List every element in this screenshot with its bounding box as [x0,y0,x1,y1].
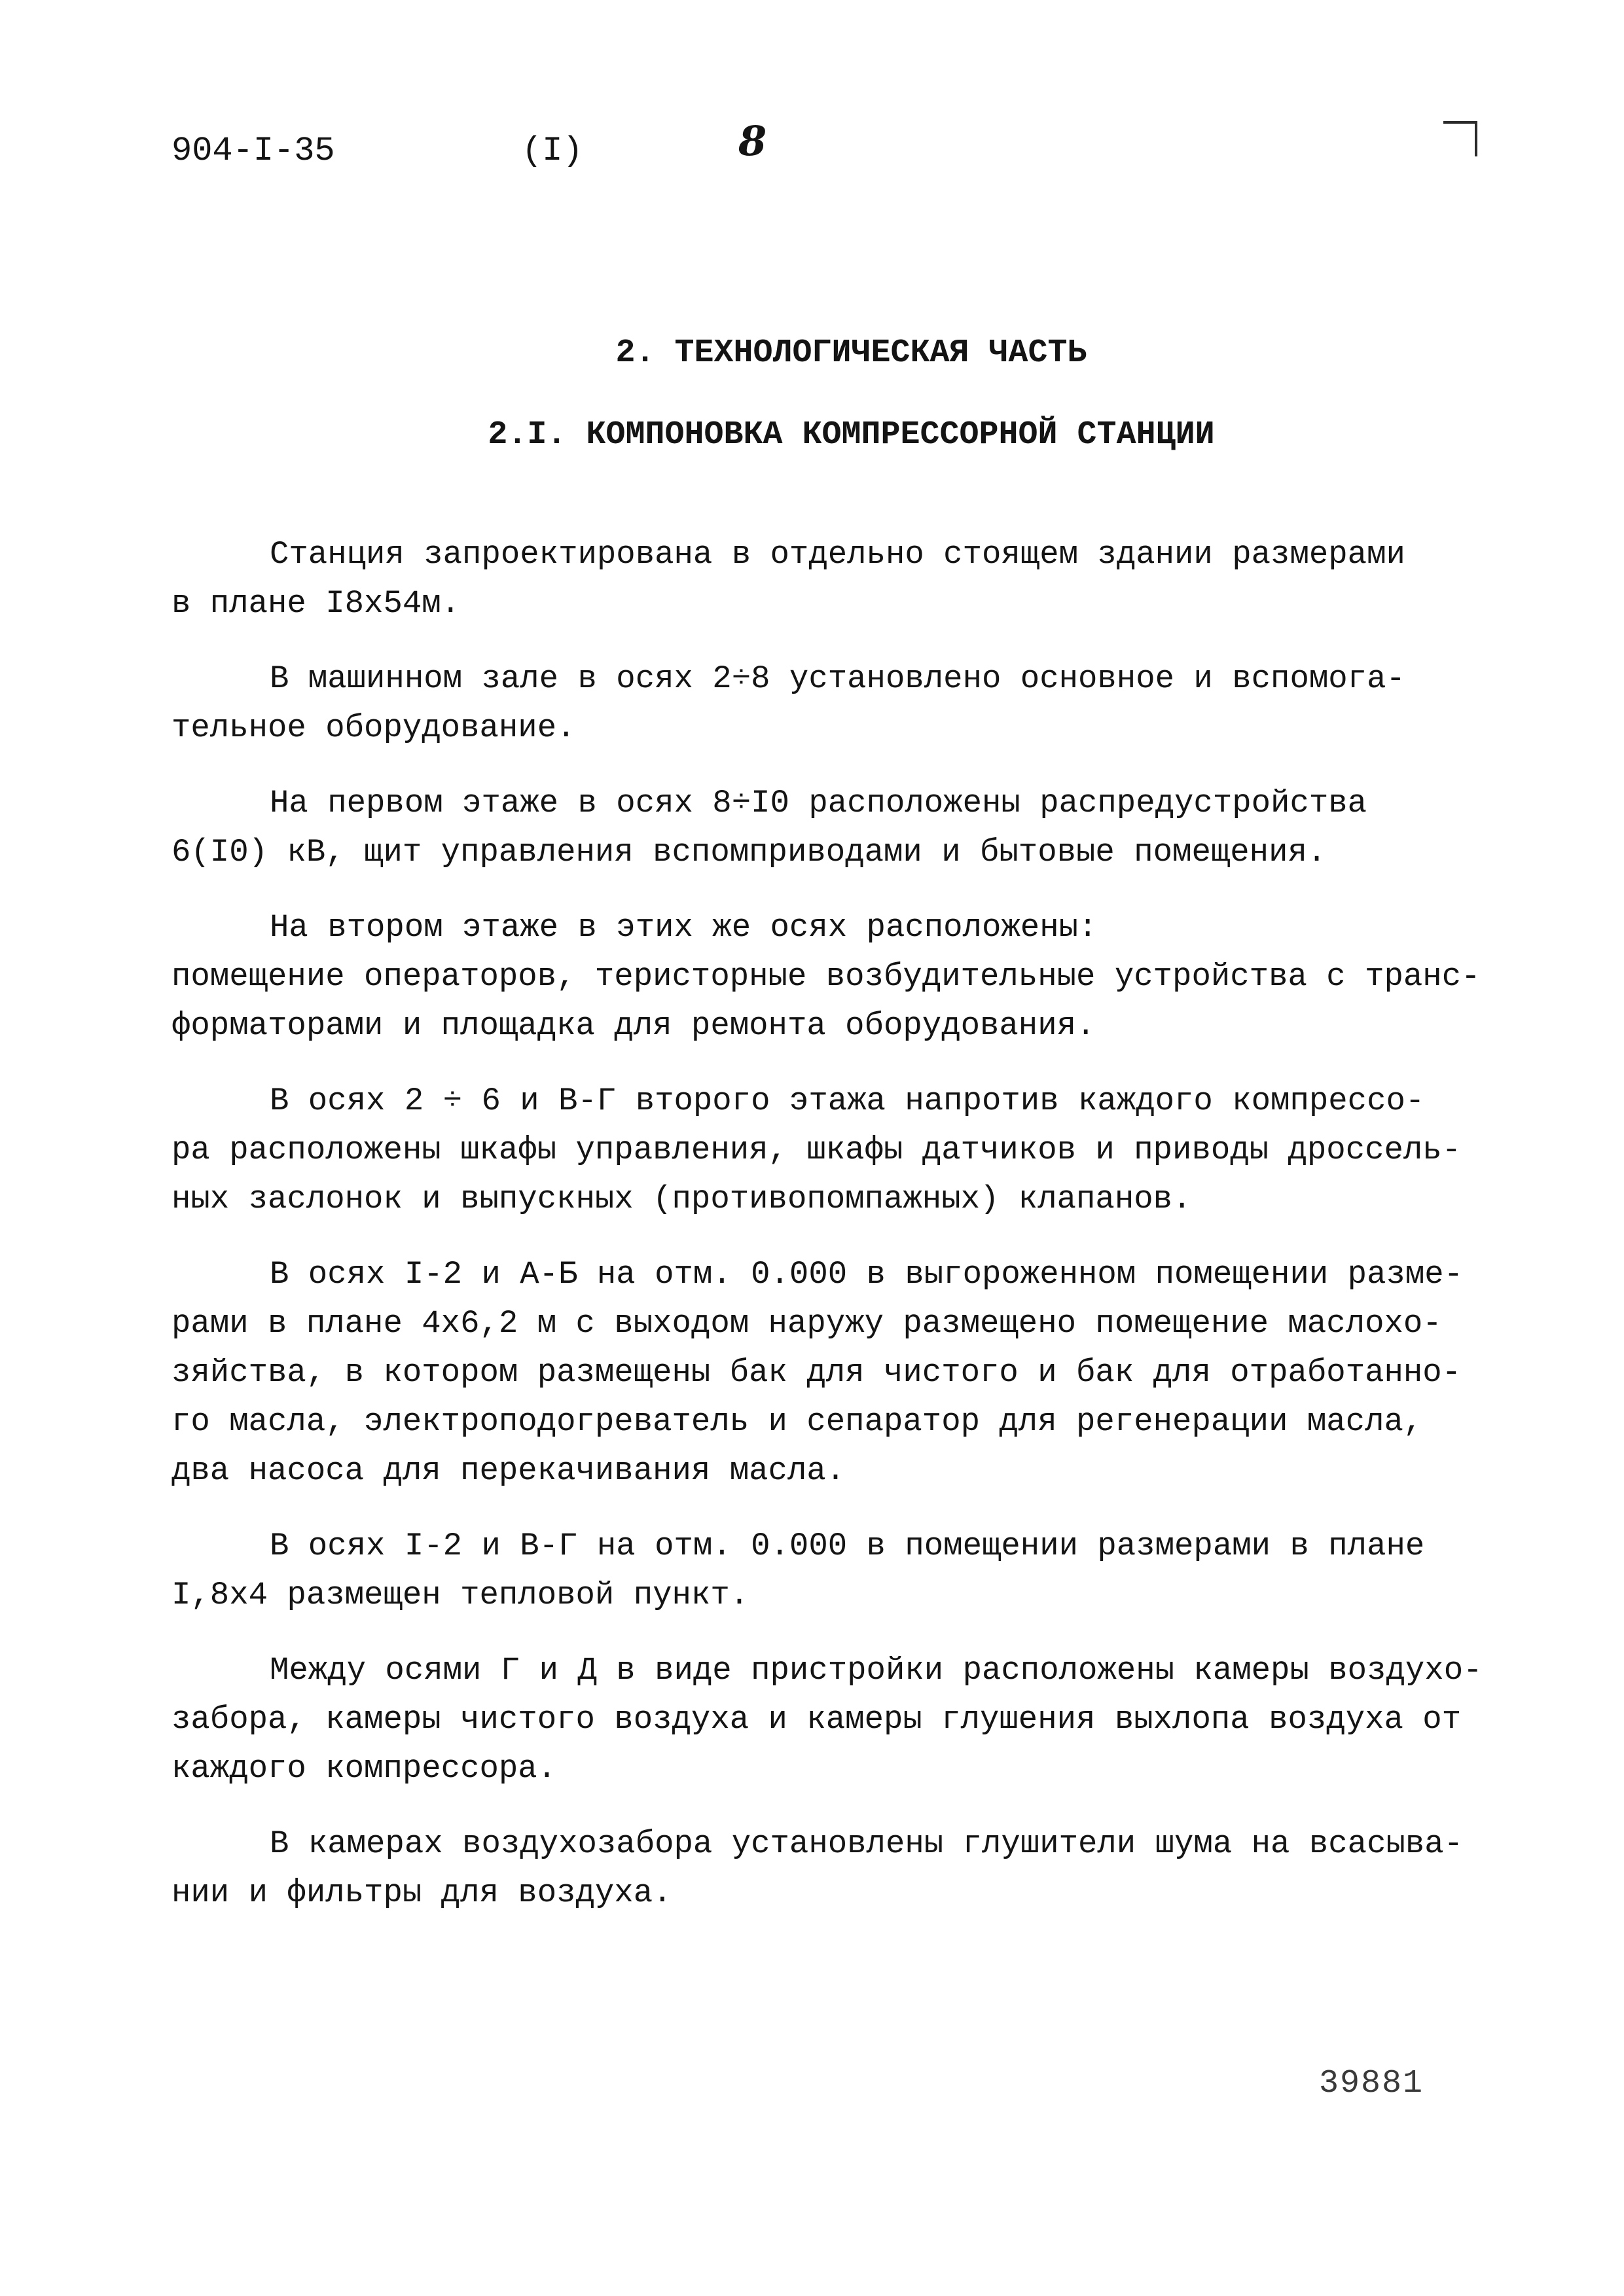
paragraph-line: помещение операторов, теристорные возбудительные устройства с транс- [171,958,1481,995]
paragraph-line: В осях I-2 и А-Б на отм. 0.000 в выгороженном помещении разме- [270,1256,1464,1293]
paragraph-line: В камерах воздухозабора установлены глушители шума на всасыва- [270,1825,1464,1862]
paragraph-line: го масла, электроподогреватель и сепаратор для регенерации масла, [171,1403,1423,1440]
paragraph [171,1250,1487,1496]
paragraph-line: I,8x4 размещен тепловой пункт. [171,1577,749,1613]
paragraph-line: рами в плане 4x6,2 м с выходом наружу размещено помещение маслохо- [171,1305,1442,1342]
paragraph-line: На первом этаже в осях 8÷I0 расположены распредустройства [270,785,1367,821]
paragraph-line: каждого компрессора. [171,1750,557,1787]
paragraph-line: в плане I8x54м. [171,585,461,622]
paragraph [171,655,1487,753]
paragraph-line: зяйства, в котором размещены бак для чистого и бак для отработанно- [171,1354,1462,1391]
paragraph [171,530,1487,628]
paragraph-line: забора, камеры чистого воздуха и камеры глушения выхлопа воздуха от [171,1701,1462,1738]
page-number: 8 [738,117,767,165]
paragraph-line: тельное оборудование. [171,709,576,746]
paragraph [171,1820,1487,1918]
section-title: 2. ТЕХНОЛОГИЧЕСКАЯ ЧАСТЬ [615,334,1087,372]
paragraph [171,903,1487,1050]
paragraph [171,779,1487,877]
paragraph-line: Между осями Г и Д в виде пристройки расположены камеры воздухо- [270,1652,1483,1689]
archive-number: 39881 [1319,2065,1424,2102]
paragraph [171,1522,1487,1620]
paragraph-line: Станция запроектирована в отдельно стоящем здании размерами [270,536,1405,573]
paragraph-line: 6(I0) кВ, щит управления вспомприводами и бытовые помещения. [171,834,1327,870]
paragraph-line: В машинном зале в осях 2÷8 установлено основное и вспомога- [270,660,1405,697]
paragraph [171,1077,1487,1224]
paragraph [171,1646,1487,1793]
document-part: (I) [522,132,583,170]
paragraph-line: В осях I-2 и В-Г на отм. 0.000 в помещении размерами в плане [270,1528,1425,1564]
body-text [171,530,1487,1944]
paragraph-line: ных заслонок и выпускных (противопомпажных) клапанов. [171,1181,1192,1217]
subsection-title: 2.I. КОМПОНОВКА КОМПРЕССОРНОЙ СТАНЦИИ [488,416,1215,454]
paragraph-line: нии и фильтры для воздуха. [171,1874,672,1911]
paragraph-line: На втором этаже в этих же осях расположены: [270,909,1098,946]
document-code: 904-I-35 [171,132,335,170]
paragraph-line: два насоса для перекачивания масла. [171,1452,846,1489]
corner-mark [1443,121,1477,156]
paragraph-line: форматорами и площадка для ремонта оборудования. [171,1007,1096,1044]
paragraph-line: ра расположены шкафы управления, шкафы датчиков и приводы дроссель- [171,1132,1462,1168]
paragraph-line: В осях 2 ÷ 6 и В-Г второго этажа напротив каждого компрессо- [270,1083,1425,1119]
